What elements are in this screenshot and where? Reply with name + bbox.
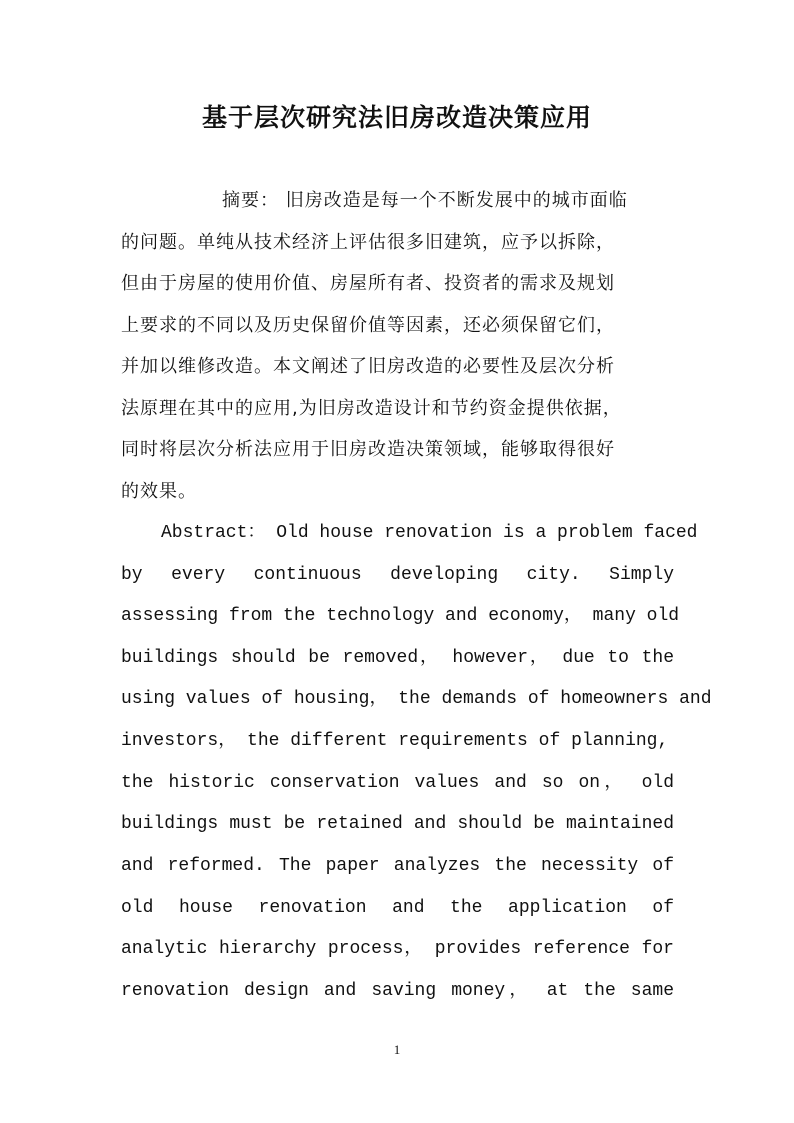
abstract-en-line: Abstract： Old house renovation is a problem faced <box>161 523 698 543</box>
abstract-en-line: by every continuous developing city. Simply <box>121 565 674 585</box>
abstract-cn-line: 的问题。单纯从技术经济上评估很多旧建筑，应予以拆除， <box>121 232 615 253</box>
abstract-en-line: using values of housing， the demands of homeowners and <box>121 689 712 709</box>
abstract-cn-line: 摘要： 旧房改造是每一个不断发展中的城市面临 <box>222 190 628 211</box>
abstract-en-line: the historic conservation values and so on， old <box>121 773 674 793</box>
page-number: 1 <box>393 1042 401 1057</box>
abstract-en-line: old house renovation and the application of <box>121 898 674 918</box>
abstract-en-line: buildings should be removed， however， due to the <box>121 648 674 668</box>
abstract-en-line: renovation design and saving money， at the same <box>121 981 674 1001</box>
abstract-en-line: investors， the different requirements of planning, <box>121 731 669 751</box>
abstract-cn-line: 上要求的不同以及历史保留价值等因素，还必须保留它们， <box>121 315 615 336</box>
abstract-en-line: buildings must be retained and should be maintained <box>121 814 674 834</box>
abstract-en-line: analytic hierarchy process， provides reference for <box>121 939 674 959</box>
abstract-en-line: assessing from the technology and economy， many old <box>121 606 680 626</box>
abstract-cn-line: 的效果。 <box>121 481 197 502</box>
abstract-cn-line: 但由于房屋的使用价值、房屋所有者、投资者的需求及规划 <box>121 273 615 294</box>
abstract-en-line: and reformed. The paper analyzes the necessity of <box>121 856 674 876</box>
abstract-cn-line: 法原理在其中的应用,为旧房改造设计和节约资金提供依据， <box>121 398 622 419</box>
abstract-cn-line: 并加以维修改造。本文阐述了旧房改造的必要性及层次分析 <box>121 356 615 377</box>
document-title: 基于层次研究法旧房改造决策应用 <box>201 103 592 132</box>
abstract-cn-line: 同时将层次分析法应用于旧房改造决策领域，能够取得很好 <box>121 439 615 460</box>
